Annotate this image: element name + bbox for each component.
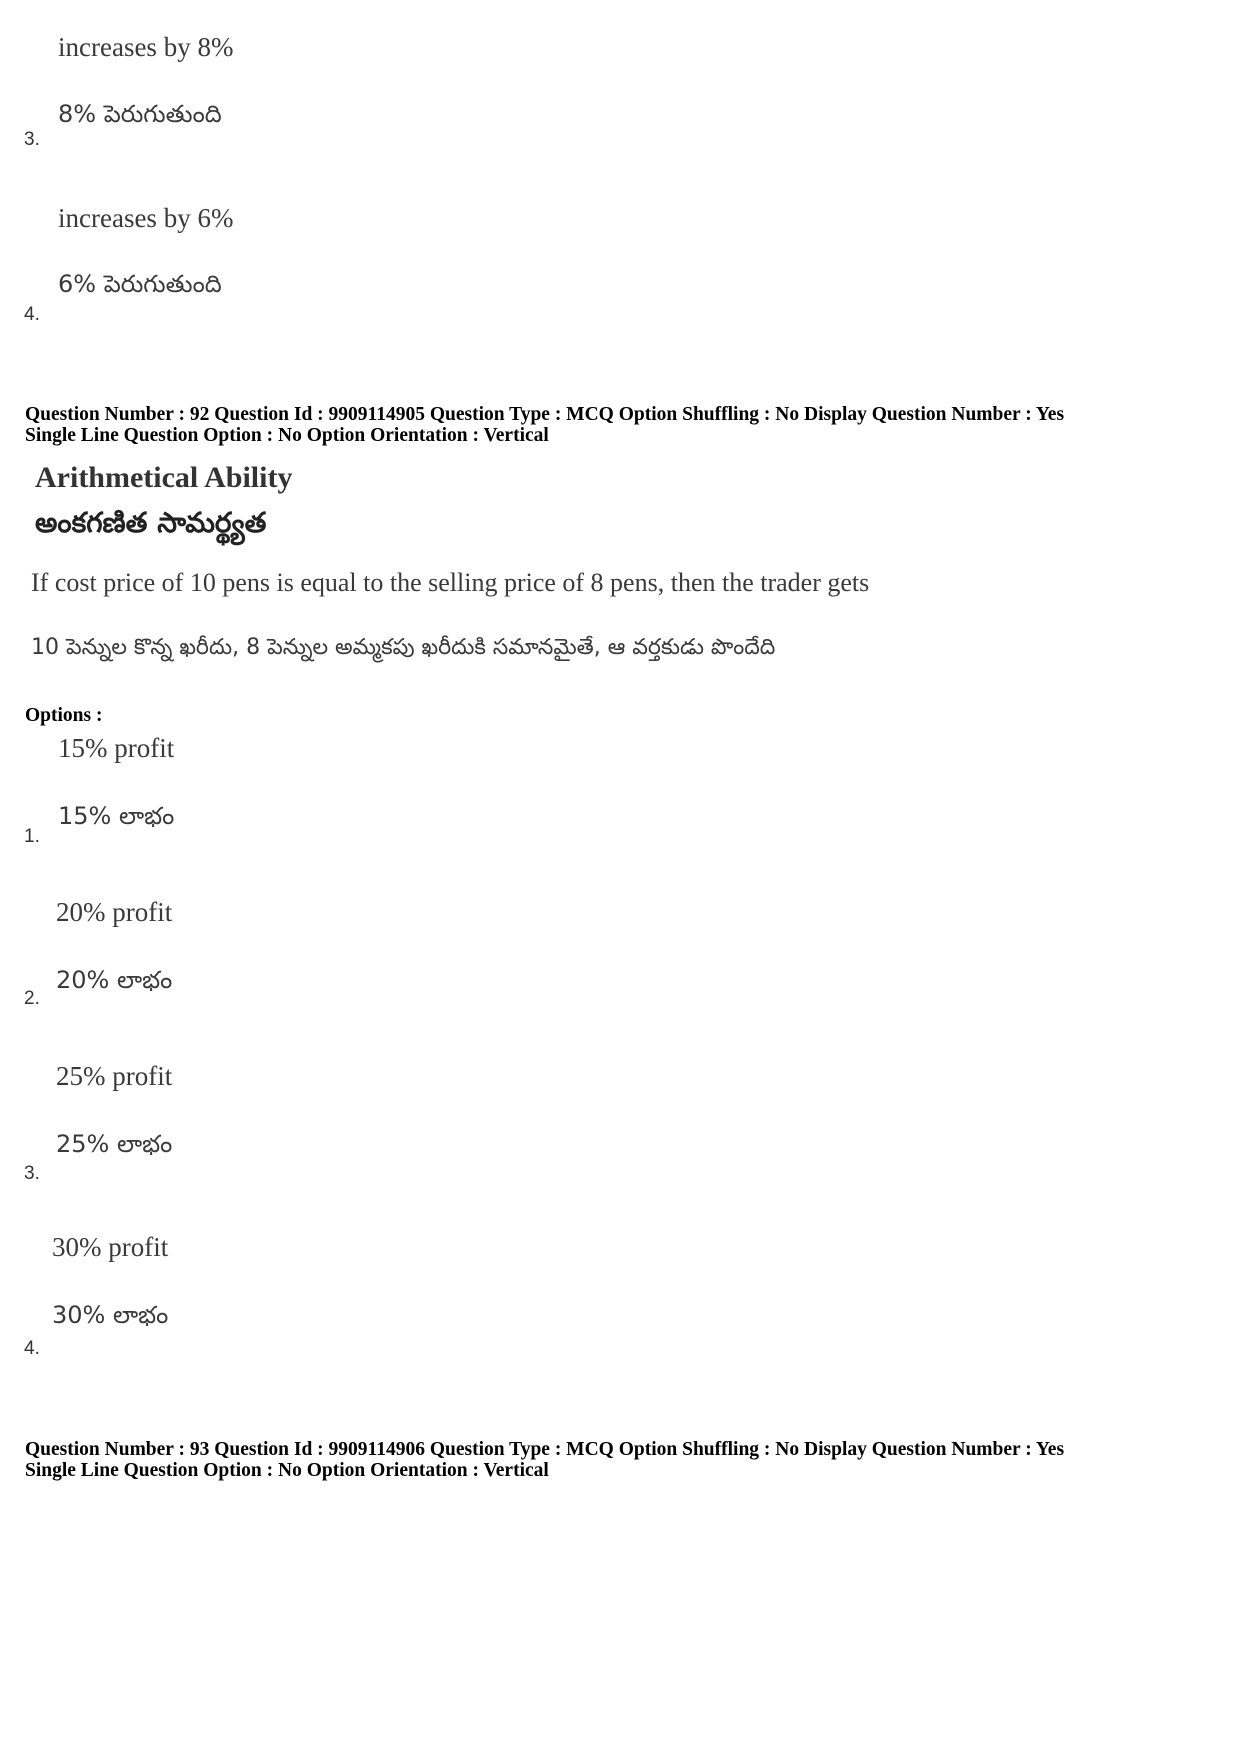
option-text-en: 15% profit [58, 733, 175, 763]
option-text-te: 20% లాభం [56, 966, 173, 994]
option-text-te: 8% పెరుగుతుంది [58, 100, 222, 128]
option-text-te: 25% లాభం [56, 1130, 173, 1158]
option-number: 3. [24, 129, 40, 150]
option-text-te: 30% లాభం [52, 1301, 169, 1329]
option-text-en: 20% profit [56, 897, 173, 927]
option-text-en: increases by 6% [58, 203, 234, 233]
question-meta-line2: Single Line Question Option : No Option Orientation : Vertical [25, 1460, 549, 1481]
question-text-te: 10 పెన్నుల కొన్న ఖరీదు, 8 పెన్నుల అమ్మకపు ఖరీదుకి సమానమైతే, ఆ వర్తకుడు పొందేది [31, 635, 776, 660]
option-number: 3. [24, 1163, 40, 1184]
question-text-en: If cost price of 10 pens is equal to the selling price of 8 pens, then the trader gets [31, 568, 870, 597]
option-text-en: 25% profit [56, 1061, 173, 1091]
option-number: 4. [24, 1338, 40, 1359]
option-text-en: increases by 8% [58, 32, 234, 62]
subject-title-en: Arithmetical Ability [35, 461, 293, 494]
question-meta-line2: Single Line Question Option : No Option Orientation : Vertical [25, 425, 549, 446]
question-meta-line1: Question Number : 93 Question Id : 9909114906 Question Type : MCQ Option Shuffling : No Display Question Number : Yes [25, 1439, 1065, 1460]
question-meta-line1: Question Number : 92 Question Id : 9909114905 Question Type : MCQ Option Shuffling : No Display Question Number : Yes [25, 404, 1065, 425]
subject-title-te: అంకగణిత సామర్థ్యత [35, 506, 267, 539]
option-text-te: 15% లాభం [58, 802, 175, 830]
option-text-en: 30% profit [52, 1232, 169, 1262]
option-text-te: 6% పెరుగుతుంది [58, 270, 222, 298]
options-label: Options : [25, 705, 103, 726]
option-number: 4. [24, 304, 40, 325]
option-number: 2. [24, 988, 40, 1009]
option-number: 1. [24, 826, 40, 847]
